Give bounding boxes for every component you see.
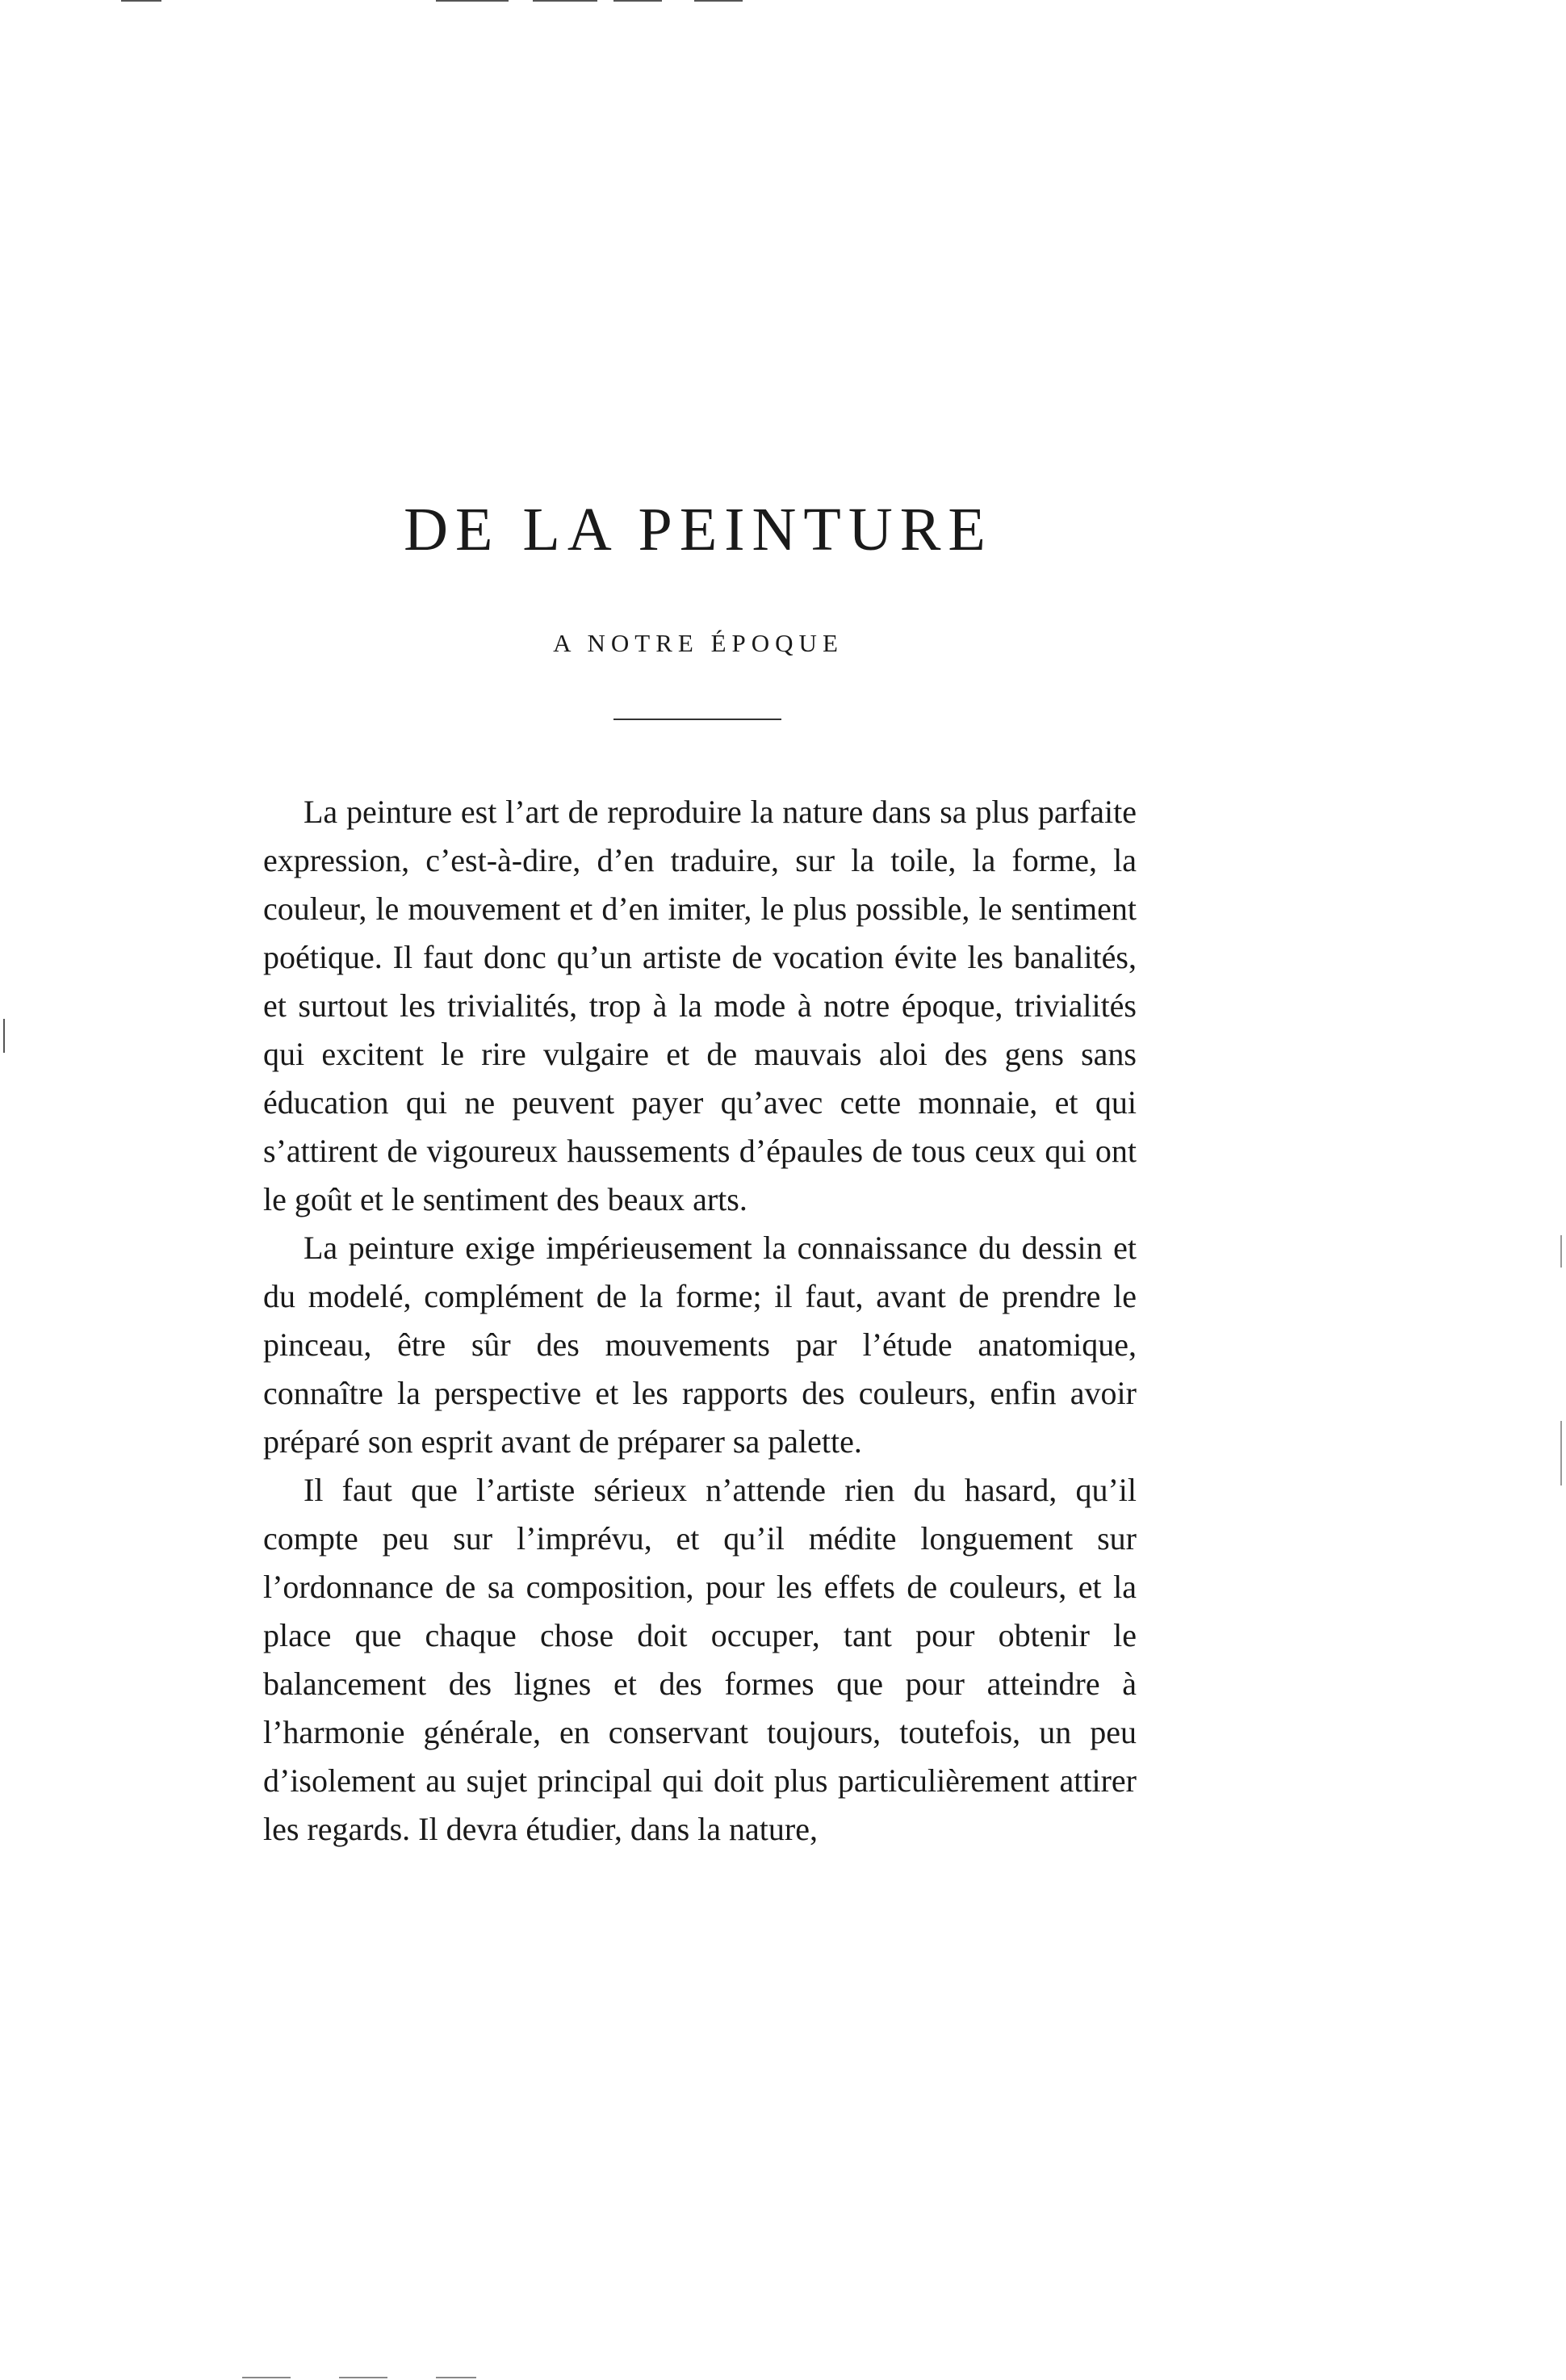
scan-artifact-left — [3, 1019, 5, 1053]
chapter-title: DE LA PEINTURE — [404, 496, 993, 564]
scan-artifact-top — [436, 0, 509, 2]
paragraph: La peinture exige impérieusement la connaissance du dessin et du modelé, complément de la forme; il faut, avant de prendre le pinceau, être sûr des mouvements par l’étude anatomique, connaître la perspective et les rapports des couleurs, enfin avoir préparé son esprit avant de préparer sa palette. — [263, 1230, 1137, 1460]
scan-artifact-right — [1560, 1235, 1562, 1268]
paragraph: Il faut que l’artiste sérieux n’attende rien du hasard, qu’il compte peu sur l’imprévu, et qu’il médite longuement sur l’ordonnance de sa composition, pour les effets de couleurs, et la place que chaque chose doit occuper, tant pour obtenir le balancement des lignes et des formes que pour atteindre à l’harmonie générale, en conservant toujours, toutefois, un peu d’isolement au sujet principal qui doit plus particulièrement attirer les regards. Il devra étudier, dans la nature, — [263, 1472, 1137, 1847]
paragraph: La peinture est l’art de reproduire la nature dans sa plus parfaite expression, c’est-à-dire, d’en traduire, sur la toile, la forme, la couleur, le mouvement et d’en imiter, le plus possible, le sentiment poétique. Il faut donc qu’un artiste de vocation évite les banalités, et surtout les trivialités, trop à la mode à notre époque, trivialités qui excitent le rire vulgaire et de mauvais aloi des gens sans éducation qui ne peuvent payer qu’avec cette monnaie, et qui s’attirent de vigoureux haussements d’épaules de tous ceux qui ont le goût et le sentiment des beaux arts. — [263, 794, 1137, 1217]
chapter-subtitle: A NOTRE ÉPOQUE — [553, 629, 844, 657]
scan-artifact-top — [613, 0, 662, 2]
scan-artifact-top — [533, 0, 597, 2]
title-divider — [613, 719, 781, 720]
scan-artifact-right — [1560, 1421, 1562, 1485]
scan-artifact-top — [694, 0, 743, 2]
body-text — [263, 788, 1137, 1854]
scan-artifact-top — [121, 0, 161, 2]
scan-artifact-bottom — [436, 2377, 476, 2378]
scan-artifact-bottom — [339, 2377, 387, 2378]
scan-artifact-bottom — [242, 2377, 291, 2378]
